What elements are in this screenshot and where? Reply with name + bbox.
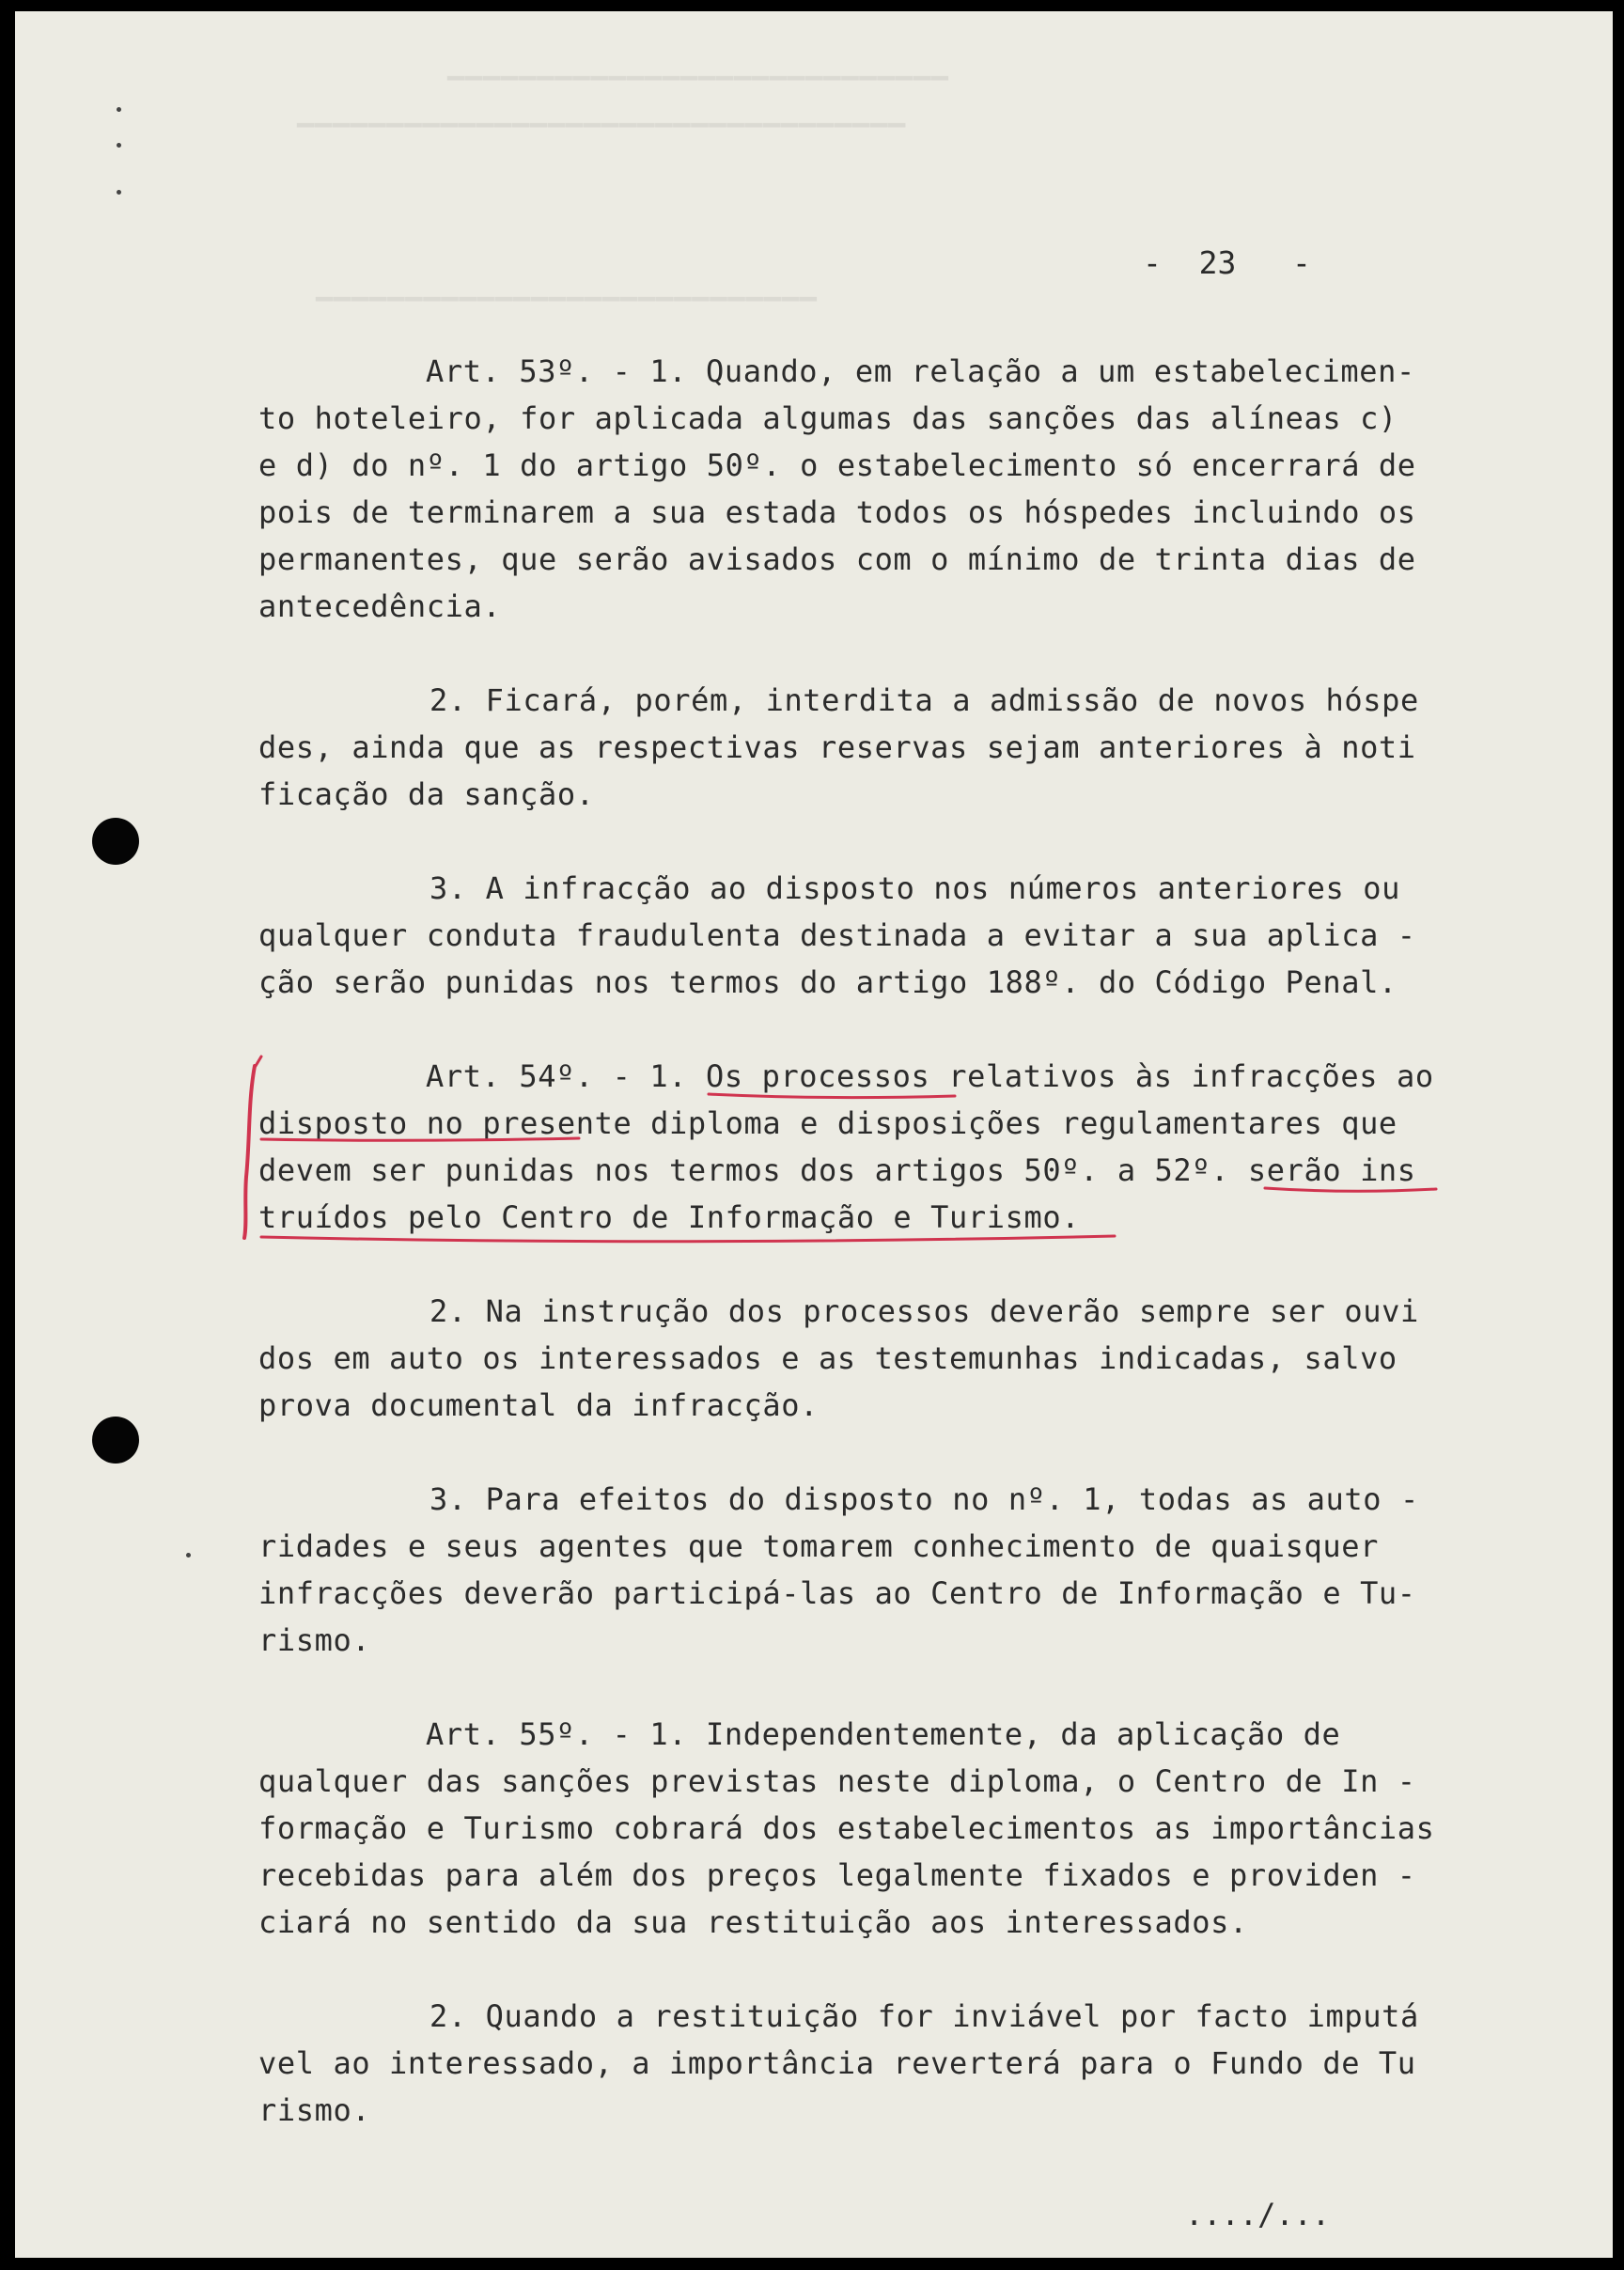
- article-53-line: e d) do nº. 1 do artigo 50º. o estabelecimento só encerrará de: [258, 447, 1416, 483]
- article-55-line: rismo.: [258, 2092, 371, 2128]
- article-53-line: to hoteleiro, for aplicada algumas das sanções das alíneas c): [258, 400, 1398, 436]
- article-55-line: vel ao interessado, a importância reverterá para o Fundo de Tu: [258, 2045, 1416, 2081]
- article-53-line: 3. A infracção ao disposto nos números anteriores ou: [429, 870, 1401, 906]
- article-53-line: des, ainda que as respectivas reservas sejam anteriores à noti: [258, 729, 1416, 765]
- article-54-line: devem ser punidas nos termos dos artigos 50º. a 52º. serão ins: [258, 1152, 1416, 1188]
- article-53-line: pois de terminarem a sua estada todos os hóspedes incluindo os: [258, 494, 1416, 530]
- article-53-line: 2. Ficará, porém, interdita a admissão de novos hóspe: [429, 682, 1419, 718]
- article-53-line: permanentes, que serão avisados com o mínimo de trinta dias de: [258, 541, 1416, 577]
- article-54-line: disposto no presente diploma e disposições regulamentares que: [258, 1105, 1398, 1141]
- speck: [117, 190, 121, 195]
- punch-hole-lower: [92, 1417, 139, 1464]
- article-55-line: qualquer das sanções previstas neste diploma, o Centro de In -: [258, 1763, 1416, 1799]
- show-through-smudge: ▔▔▔▔▔▔▔▔▔▔▔▔▔▔▔▔▔▔▔▔▔▔▔▔▔▔▔▔▔▔▔▔▔▔: [297, 124, 907, 157]
- article-54-line: infracções deverão participá-las ao Centro de Informação e Tu-: [258, 1575, 1416, 1611]
- article-54-line: dos em auto os interessados e as testemunhas indicadas, salvo: [258, 1340, 1398, 1376]
- article-54-line: prova documental da infracção.: [258, 1387, 819, 1423]
- speck: [186, 1553, 191, 1558]
- article-54-line: 2. Na instrução dos processos deverão sempre ser ouvi: [429, 1293, 1419, 1329]
- show-through-smudge: ▔▔▔▔▔▔▔▔▔▔▔▔▔▔▔▔▔▔▔▔▔▔▔▔▔▔▔▔: [447, 77, 949, 110]
- article-54-line: 3. Para efeitos do disposto no nº. 1, todas as auto -: [429, 1481, 1419, 1517]
- article-55-line: 2. Quando a restituição for inviável por facto imputá: [429, 1998, 1419, 2034]
- article-54-line: Art. 54º. - 1. Os processos relativos às infracções ao: [426, 1058, 1434, 1094]
- article-53-line: Art. 53º. - 1. Quando, em relação a um estabelecimen-: [426, 353, 1415, 389]
- page-number: - 23 -: [1143, 244, 1311, 281]
- article-54-line: truídos pelo Centro de Informação e Turismo.: [258, 1199, 1081, 1235]
- article-55-line: recebidas para além dos preços legalmente fixados e providen -: [258, 1857, 1416, 1893]
- article-55-line: formação e Turismo cobrará dos estabelecimentos as importâncias: [258, 1810, 1435, 1846]
- article-53-line: ficação da sanção.: [258, 776, 595, 812]
- article-55-line: ciará no sentido da sua restituição aos interessados.: [258, 1904, 1248, 1940]
- speck: [117, 107, 121, 112]
- article-53-line: antecedência.: [258, 588, 502, 624]
- document-page: [15, 11, 1613, 2258]
- article-53-line: ção serão punidas nos termos do artigo 188º. do Código Penal.: [258, 964, 1398, 1000]
- show-through-smudge: ▔▔▔▔▔▔▔▔▔▔▔▔▔▔▔▔▔▔▔▔▔▔▔▔▔▔▔▔: [316, 298, 818, 331]
- article-53-line: qualquer conduta fraudulenta destinada a evitar a sua aplica -: [258, 917, 1416, 953]
- punch-hole-upper: [92, 818, 139, 865]
- article-54-line: ridades e seus agentes que tomarem conhecimento de quaisquer: [258, 1528, 1379, 1564]
- article-55-line: Art. 55º. - 1. Independentemente, da aplicação de: [426, 1716, 1341, 1752]
- continuation-mark: ..../...: [1185, 2197, 1331, 2232]
- margin-bracket-tick: [256, 1057, 261, 1066]
- margin-bracket-mark: [244, 1066, 255, 1238]
- speck: [117, 143, 121, 148]
- article-54-line: rismo.: [258, 1622, 371, 1658]
